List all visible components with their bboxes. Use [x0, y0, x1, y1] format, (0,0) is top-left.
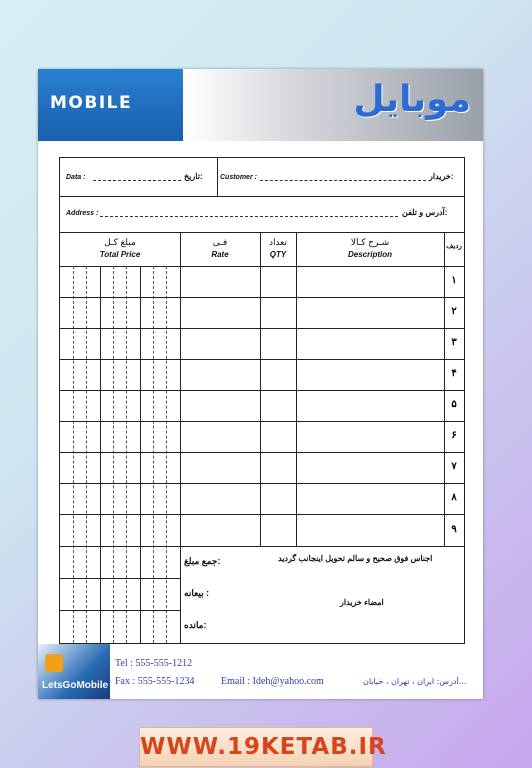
info-row-1	[60, 158, 464, 197]
col-total-fa: مبلغ کـل	[104, 237, 136, 247]
grid-vline-rate	[260, 232, 261, 546]
address-field[interactable]	[100, 216, 398, 217]
customer-label-fa: خریدار:	[429, 172, 454, 181]
col-desc-en: Description	[347, 250, 392, 259]
row-number: ۷	[451, 461, 457, 472]
row-number: ۴	[451, 368, 457, 379]
col-qty-fa: تعداد	[268, 237, 288, 247]
amount-subcol	[126, 266, 127, 643]
amount-subcol	[153, 266, 154, 643]
col-desc	[296, 237, 444, 259]
footer-tel: Tel : 555-555-1212	[115, 658, 193, 669]
row-line	[60, 297, 464, 298]
invoice-sheet	[38, 69, 483, 699]
col-rate	[180, 237, 260, 259]
col-row: ردیف	[446, 243, 462, 250]
row-number: ۱	[451, 275, 457, 286]
col-total-en: Total Price	[99, 250, 141, 259]
footer-address: آدرس: ایران ، تهران ، خیابان...	[363, 677, 467, 686]
summary-line	[60, 610, 180, 611]
col-qty-en: QTY	[269, 250, 287, 259]
brand-logo	[38, 644, 110, 699]
row-line	[60, 514, 464, 515]
address-label-fa: آدرس و تلفن:	[402, 208, 448, 217]
grid-vline-total	[180, 232, 181, 643]
col-desc-fa: شـرح کـالا	[350, 237, 390, 247]
customer-field[interactable]	[260, 180, 426, 181]
amount-subcol	[113, 266, 114, 643]
col-rate-fa: فـی	[212, 237, 228, 247]
date-label-en: Data :	[66, 174, 86, 181]
info-divider	[217, 158, 218, 196]
footer-email[interactable]: Email : Ideh@yahoo.com	[221, 676, 324, 687]
col-total	[60, 237, 180, 259]
amount-subcol	[140, 266, 141, 643]
summary-line	[60, 578, 180, 579]
amount-subcol	[100, 266, 101, 643]
info-row-2	[60, 196, 464, 233]
row-number: ۳	[451, 337, 457, 348]
amount-subcol	[166, 266, 167, 643]
footer-fax: Fax : 555-555-1234	[115, 676, 195, 687]
row-number: ۲	[451, 306, 457, 317]
col-qty	[260, 237, 296, 259]
grid-vline-desc	[444, 232, 445, 546]
row-line	[60, 421, 464, 422]
amount-subcol	[73, 266, 74, 643]
row-line	[60, 390, 464, 391]
row-number: ۵	[451, 399, 457, 410]
date-field[interactable]	[93, 180, 181, 181]
grid-vline-qty	[296, 232, 297, 546]
row-line	[60, 483, 464, 484]
customer-label-en: Customer :	[220, 174, 257, 181]
advance-label: بیعانه :	[184, 588, 210, 598]
table-bottom-line	[60, 546, 464, 547]
row-number: ۶	[451, 430, 457, 441]
row-line	[60, 328, 464, 329]
brand-en: MOBILE	[50, 93, 133, 113]
logo-icon	[45, 654, 63, 672]
col-rate-en: Rate	[211, 250, 229, 259]
buyer-signature: امضاء خریدار	[340, 598, 384, 607]
brand-fa: موبایل	[353, 79, 471, 120]
row-number: ۹	[451, 524, 457, 535]
header-bottom-line	[60, 266, 464, 267]
logo-text: LetsGoMobile	[42, 680, 109, 691]
row-line	[60, 452, 464, 453]
row-number: ۸	[451, 492, 457, 503]
date-label-fa: تاریخ:	[184, 172, 203, 181]
receipt-note: اجناس فوق صحیح و سالم تحویل اینجانب گردید	[278, 554, 433, 563]
invoice-form	[59, 157, 465, 644]
row-line	[60, 359, 464, 360]
site-watermark: WWW.19KETAB.IR	[139, 727, 373, 767]
amount-subcol	[86, 266, 87, 643]
invoice-header	[38, 69, 483, 141]
address-label-en: Address :	[66, 210, 99, 217]
remaining-label: مانده:	[184, 620, 207, 630]
sum-label: جمع مبلغ:	[184, 556, 221, 566]
